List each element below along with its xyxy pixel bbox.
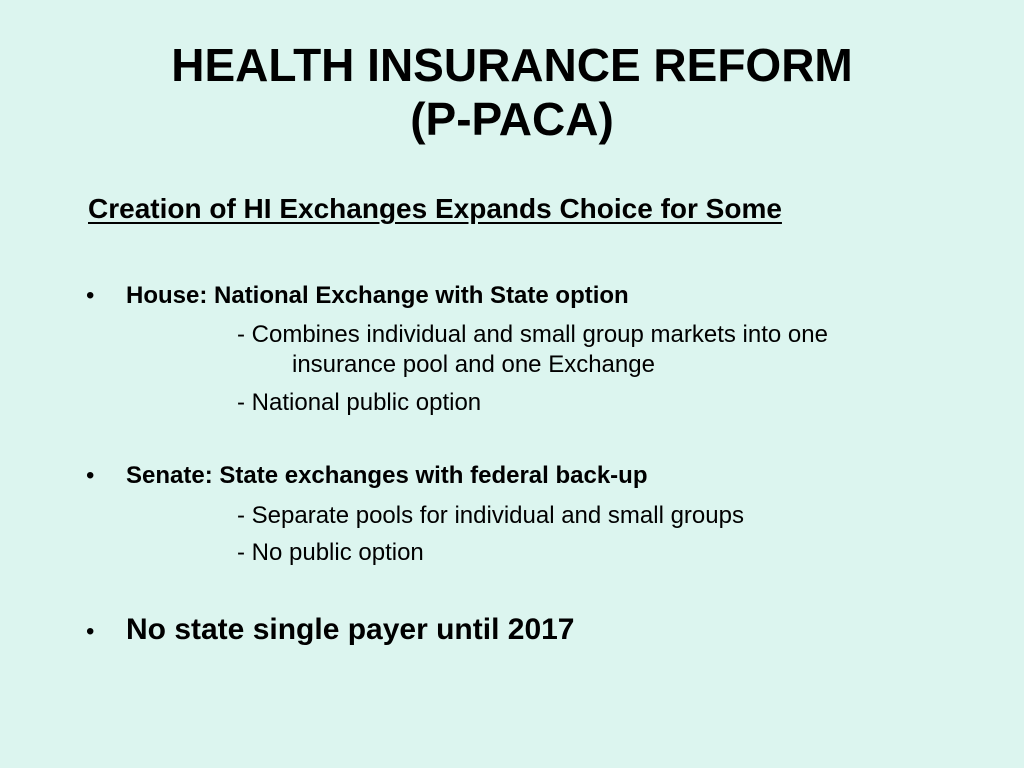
bullet-senate-heading: Senate: State exchanges with federal back-up [126,462,648,489]
sub-item-combines-continued: insurance pool and one Exchange [292,351,655,378]
slide-subtitle: Creation of HI Exchanges Expands Choice for Some [88,193,782,224]
bullet-symbol: • [86,462,95,489]
sub-item-no-public-option: - No public option [237,539,424,566]
bullet-house-heading: House: National Exchange with State option [126,282,629,309]
bullet-house [86,282,629,310]
sub-item-combines: - Combines individual and small group markets into one [237,321,828,348]
sub-item-national-public-option: - National public option [237,389,482,416]
sub-item-separate-pools: - Separate pools for individual and small groups [237,502,744,529]
slide-title [0,38,1024,146]
bullet-senate [86,462,648,490]
slide-title-line-2: (P-PACA) [410,93,614,145]
bullet-symbol: • [86,282,95,309]
bullet-single-payer [86,613,575,647]
bullet-symbol: • [86,618,95,645]
bullet-single-payer-heading: No state single payer until 2017 [126,613,575,646]
slide-title-line-1: HEALTH INSURANCE REFORM [171,39,853,91]
